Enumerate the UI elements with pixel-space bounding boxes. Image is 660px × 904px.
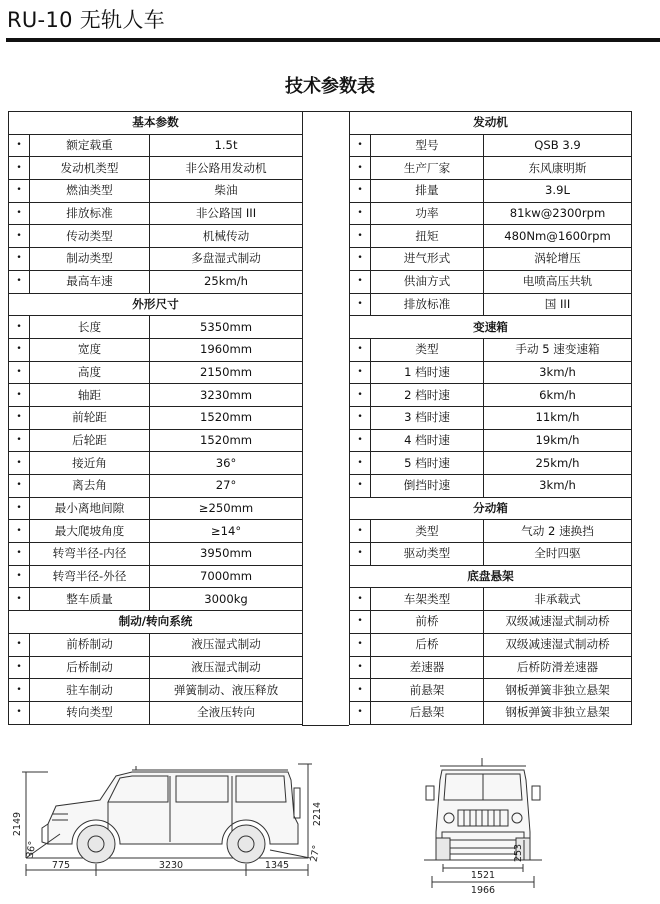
spec-value: ≥14° (150, 520, 303, 543)
spec-value: 全时四驱 (484, 543, 632, 566)
spec-row (350, 202, 632, 225)
spec-label: 扭矩 (371, 225, 484, 248)
bullet-cell: • (9, 565, 30, 588)
spec-value: 非公路用发动机 (150, 157, 303, 180)
bullet-cell: • (9, 475, 30, 498)
spec-value: 液压湿式制动 (150, 633, 303, 656)
spec-label: 车架类型 (371, 588, 484, 611)
bullet-cell: • (9, 429, 30, 452)
section-header-row (9, 293, 303, 316)
spec-row (9, 565, 303, 588)
spec-value: 后桥防滑差速器 (484, 656, 632, 679)
spec-value: 气动 2 速换挡 (484, 520, 632, 543)
spec-label: 功率 (371, 202, 484, 225)
spec-label: 转向类型 (30, 701, 150, 724)
section-title: 发动机 (350, 112, 632, 135)
bullet-cell: • (9, 202, 30, 225)
bullet-cell: • (9, 520, 30, 543)
spec-row (9, 543, 303, 566)
spec-value: 6km/h (484, 384, 632, 407)
spec-row (350, 384, 632, 407)
side-view-drawing (8, 758, 328, 884)
spec-label: 高度 (30, 361, 150, 384)
spec-row (350, 452, 632, 475)
front-view-drawing (418, 756, 548, 900)
spec-label: 后桥制动 (30, 656, 150, 679)
section-title: 制动/转向系统 (9, 611, 303, 634)
spec-value: 双级减速湿式制动桥 (484, 633, 632, 656)
bullet-cell: • (9, 543, 30, 566)
spec-row (350, 406, 632, 429)
spec-row (9, 497, 303, 520)
spec-value: 机械传动 (150, 225, 303, 248)
spec-row (9, 406, 303, 429)
spec-label: 供油方式 (371, 270, 484, 293)
spec-label: 差速器 (371, 656, 484, 679)
bullet-cell: • (9, 588, 30, 611)
bullet-cell: • (350, 452, 371, 475)
approach-angle-label: 36° (24, 840, 39, 859)
spec-value: 钢板弹簧非独立悬架 (484, 701, 632, 724)
section-header-row (350, 112, 632, 135)
spec-row (9, 679, 303, 702)
section-header-row (350, 316, 632, 339)
spec-row (9, 429, 303, 452)
bullet-cell: • (9, 248, 30, 271)
spec-row (350, 543, 632, 566)
spec-label: 1 档时速 (371, 361, 484, 384)
spec-label: 前轮距 (30, 406, 150, 429)
spec-label: 后轮距 (30, 429, 150, 452)
track-dim-label: 1521 (470, 870, 496, 881)
spec-value: 3km/h (484, 475, 632, 498)
spec-row (350, 611, 632, 634)
spec-row (9, 157, 303, 180)
spec-row (350, 361, 632, 384)
spec-row (350, 588, 632, 611)
spec-value: 25km/h (150, 270, 303, 293)
spec-row (9, 475, 303, 498)
spec-value: 480Nm@1600rpm (484, 225, 632, 248)
spec-row (9, 588, 303, 611)
bullet-cell: • (350, 157, 371, 180)
spec-value: 3km/h (484, 361, 632, 384)
bullet-cell: • (9, 180, 30, 203)
bullet-cell: • (350, 475, 371, 498)
spec-value: 非公路国 III (150, 202, 303, 225)
bullet-cell: • (9, 406, 30, 429)
spec-row (9, 361, 303, 384)
bullet-cell: • (350, 293, 371, 316)
bullet-cell: • (9, 633, 30, 656)
spec-label: 最小离地间隙 (30, 497, 150, 520)
spec-label: 最高车速 (30, 270, 150, 293)
bullet-cell: • (9, 134, 30, 157)
spec-label: 宽度 (30, 338, 150, 361)
spec-label: 后桥 (371, 633, 484, 656)
bullet-cell: • (350, 384, 371, 407)
spec-value: 多盘湿式制动 (150, 248, 303, 271)
spec-row (350, 679, 632, 702)
bullet-cell: • (9, 452, 30, 475)
spec-value: 东风康明斯 (484, 157, 632, 180)
spec-label: 驱动类型 (371, 543, 484, 566)
front-overhang-label: 775 (51, 860, 71, 871)
title-rule (6, 38, 660, 42)
section-title: 外形尺寸 (9, 293, 303, 316)
spec-row (9, 656, 303, 679)
bullet-cell: • (350, 134, 371, 157)
spec-label: 前桥制动 (30, 633, 150, 656)
spec-value: 弹簧制动、液压释放 (150, 679, 303, 702)
spec-value: 27° (150, 475, 303, 498)
bullet-cell: • (9, 270, 30, 293)
spec-row (9, 134, 303, 157)
bullet-cell: • (9, 679, 30, 702)
spec-row (350, 656, 632, 679)
spec-label: 2 档时速 (371, 384, 484, 407)
spec-label: 3 档时速 (371, 406, 484, 429)
spec-value: 7000mm (150, 565, 303, 588)
spec-label: 轴距 (30, 384, 150, 407)
spec-row (350, 180, 632, 203)
bullet-cell: • (350, 520, 371, 543)
section-header-row (350, 565, 632, 588)
clearance-dim-label: 253 (513, 843, 524, 863)
spec-row (350, 225, 632, 248)
spec-value: 1960mm (150, 338, 303, 361)
bullet-cell: • (350, 270, 371, 293)
spec-row (9, 180, 303, 203)
spec-row (9, 452, 303, 475)
departure-angle-label: 27° (308, 844, 323, 863)
bullet-cell: • (9, 338, 30, 361)
bullet-cell: • (350, 406, 371, 429)
section-header-row (9, 112, 303, 135)
spec-label: 离去角 (30, 475, 150, 498)
spec-label: 燃油类型 (30, 180, 150, 203)
spec-row (350, 475, 632, 498)
bullet-cell: • (9, 225, 30, 248)
spec-label: 转弯半径-外径 (30, 565, 150, 588)
spec-value: 3000kg (150, 588, 303, 611)
spec-row (350, 701, 632, 724)
spec-row (350, 134, 632, 157)
spec-value: 钢板弹簧非独立悬架 (484, 679, 632, 702)
spec-value: ≥250mm (150, 497, 303, 520)
spec-value: 81kw@2300rpm (484, 202, 632, 225)
bullet-cell: • (9, 656, 30, 679)
spec-label: 4 档时速 (371, 429, 484, 452)
spec-row (9, 633, 303, 656)
spec-value: 1520mm (150, 406, 303, 429)
bullet-cell: • (350, 248, 371, 271)
spec-label: 倒挡时速 (371, 475, 484, 498)
document-title: RU-10 无轨人车 (7, 8, 165, 32)
spec-label: 5 档时速 (371, 452, 484, 475)
spec-row (350, 338, 632, 361)
spec-label: 制动类型 (30, 248, 150, 271)
spec-value: 36° (150, 452, 303, 475)
table-gap (302, 111, 349, 726)
spec-value: 5350mm (150, 316, 303, 339)
bullet-cell: • (350, 361, 371, 384)
spec-value: 3950mm (150, 543, 303, 566)
bullet-cell: • (9, 316, 30, 339)
spec-label: 转弯半径-内径 (30, 543, 150, 566)
bullet-cell: • (350, 633, 371, 656)
spec-label: 排量 (371, 180, 484, 203)
rear-overhang-label: 1345 (264, 860, 290, 871)
left-spec-table (8, 111, 303, 725)
wheelbase-label: 3230 (158, 860, 184, 871)
bullet-cell: • (350, 701, 371, 724)
spec-row (350, 248, 632, 271)
bullet-cell: • (9, 497, 30, 520)
spec-row (350, 293, 632, 316)
spec-value: 国 III (484, 293, 632, 316)
section-header-row (9, 611, 303, 634)
bullet-cell: • (9, 701, 30, 724)
spec-value: 1.5t (150, 134, 303, 157)
spec-row (9, 384, 303, 407)
right-spec-table (349, 111, 632, 725)
spec-row (9, 701, 303, 724)
spec-value: QSB 3.9 (484, 134, 632, 157)
spec-label: 前桥 (371, 611, 484, 634)
spec-row (9, 202, 303, 225)
bullet-cell: • (350, 679, 371, 702)
spec-row (350, 633, 632, 656)
spec-value: 涡轮增压 (484, 248, 632, 271)
spec-label: 类型 (371, 338, 484, 361)
bullet-cell: • (350, 225, 371, 248)
spec-label: 额定载重 (30, 134, 150, 157)
spec-label: 驻车制动 (30, 679, 150, 702)
bullet-cell: • (350, 202, 371, 225)
bullet-cell: • (350, 656, 371, 679)
spec-row (350, 429, 632, 452)
spec-label: 整车质量 (30, 588, 150, 611)
spec-row (9, 270, 303, 293)
spec-value: 非承载式 (484, 588, 632, 611)
spec-label: 生产厂家 (371, 157, 484, 180)
spec-value: 2150mm (150, 361, 303, 384)
section-header-row (350, 497, 632, 520)
section-title: 基本参数 (9, 112, 303, 135)
table-heading: 技术参数表 (285, 76, 375, 97)
spec-label: 类型 (371, 520, 484, 543)
bullet-cell: • (9, 384, 30, 407)
spec-label: 排放标准 (371, 293, 484, 316)
spec-label: 发动机类型 (30, 157, 150, 180)
spec-value: 全液压转向 (150, 701, 303, 724)
spec-label: 接近角 (30, 452, 150, 475)
spec-value: 25km/h (484, 452, 632, 475)
spec-value: 柴油 (150, 180, 303, 203)
height-dim-label: 2149 (12, 811, 23, 837)
spec-row (9, 316, 303, 339)
spec-row (9, 248, 303, 271)
spec-value: 11km/h (484, 406, 632, 429)
spec-row (350, 520, 632, 543)
spec-row (9, 520, 303, 543)
spec-value: 液压湿式制动 (150, 656, 303, 679)
bullet-cell: • (350, 180, 371, 203)
bullet-cell: • (9, 361, 30, 384)
spec-value: 双级减速湿式制动桥 (484, 611, 632, 634)
spec-value: 1520mm (150, 429, 303, 452)
spec-label: 排放标准 (30, 202, 150, 225)
spec-value: 3.9L (484, 180, 632, 203)
bullet-cell: • (9, 157, 30, 180)
bullet-cell: • (350, 543, 371, 566)
spec-label: 前悬架 (371, 679, 484, 702)
spec-row (350, 270, 632, 293)
spec-label: 进气形式 (371, 248, 484, 271)
spec-label: 长度 (30, 316, 150, 339)
section-title: 底盘悬架 (350, 565, 632, 588)
bullet-cell: • (350, 338, 371, 361)
spec-value: 19km/h (484, 429, 632, 452)
bullet-cell: • (350, 429, 371, 452)
spec-row (9, 225, 303, 248)
width-dim-label: 1966 (470, 885, 496, 896)
spec-value: 手动 5 速变速箱 (484, 338, 632, 361)
section-title: 分动箱 (350, 497, 632, 520)
spec-value: 电喷高压共轨 (484, 270, 632, 293)
spec-label: 最大爬坡角度 (30, 520, 150, 543)
bullet-cell: • (350, 611, 371, 634)
spec-label: 后悬架 (371, 701, 484, 724)
spec-label: 传动类型 (30, 225, 150, 248)
spec-label: 型号 (371, 134, 484, 157)
height-rear-dim-label: 2214 (312, 801, 323, 827)
bullet-cell: • (350, 588, 371, 611)
section-title: 变速箱 (350, 316, 632, 339)
spec-value: 3230mm (150, 384, 303, 407)
spec-row (350, 157, 632, 180)
spec-row (9, 338, 303, 361)
